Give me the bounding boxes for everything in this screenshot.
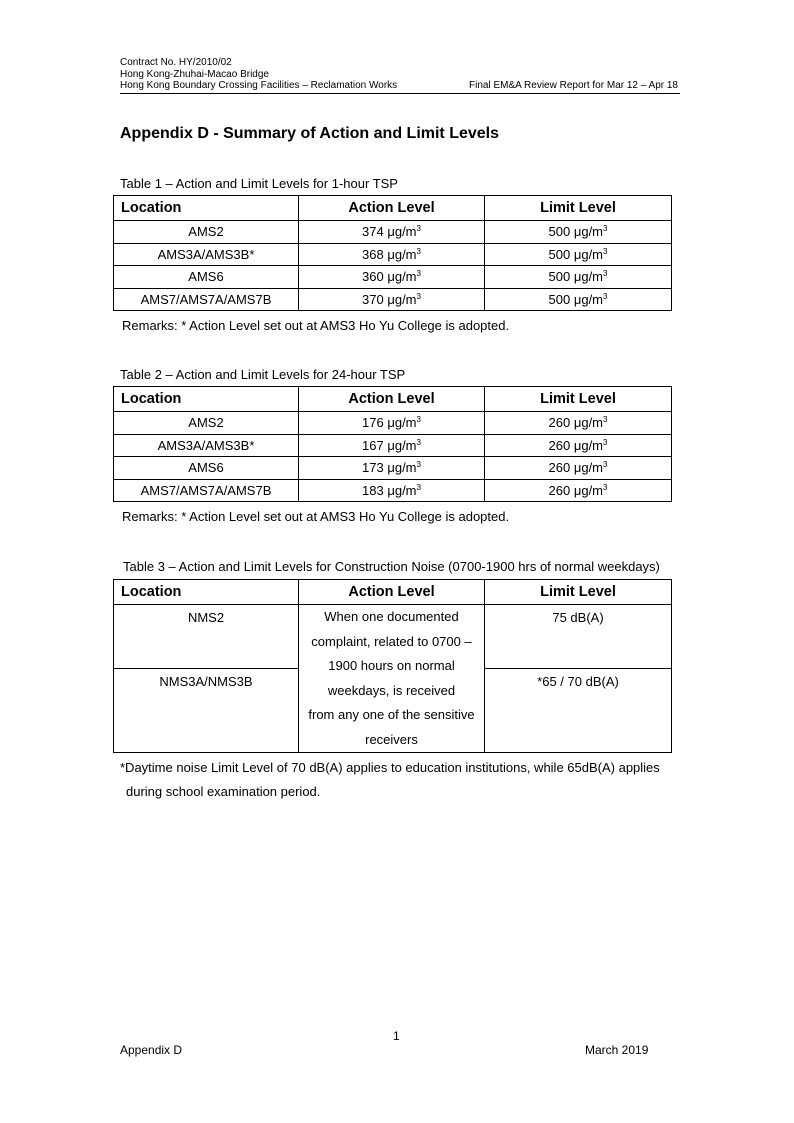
table-row (114, 288, 672, 311)
column-header-action: Action Level (299, 387, 485, 412)
cell-limit: 260 $\mu g/m^3$ (485, 457, 672, 480)
action-text-line: 1900 hours on normal (328, 658, 455, 673)
table-row (114, 243, 672, 266)
column-header-action: Action Level (299, 196, 485, 221)
cell-location: AMS3A/AMS3B* (114, 434, 299, 457)
cell-limit: 500 $\mu g/m^3$ (485, 288, 672, 311)
cell-action: 173 $\mu g/m^3$ (299, 457, 485, 480)
table-row (114, 266, 672, 289)
table-row (114, 605, 672, 669)
table-row (114, 457, 672, 480)
cell-limit: 260 $\mu g/m^3$ (485, 434, 672, 457)
column-header-limit: Limit Level (485, 580, 672, 605)
cell-location: AMS2 (114, 221, 299, 244)
column-header-action: Action Level (299, 580, 485, 605)
cell-limit: 500 $\mu g/m^3$ (485, 266, 672, 289)
footer-date: March 2019 (585, 1043, 649, 1057)
cell-location: AMS2 (114, 412, 299, 435)
cell-action: 374 $\mu g/m^3$ (299, 221, 485, 244)
table-row (114, 221, 672, 244)
cell-location: AMS3A/AMS3B* (114, 243, 299, 266)
table3-caption: Table 3 – Action and Limit Levels for Construction Noise (0700-1900 hrs of normal weekdays) (123, 559, 660, 574)
project-name: Hong Kong-Zhuhai-Macao Bridge (120, 68, 269, 80)
table-row (114, 434, 672, 457)
cell-location: NMS3A/NMS3B (114, 668, 299, 752)
column-header-location: Location (114, 387, 299, 412)
action-text-line: from any one of the sensitive (308, 707, 475, 722)
contract-number: Contract No. HY/2010/02 (120, 57, 232, 68)
cell-action-merged (299, 605, 485, 753)
table2-remark: Remarks: * Action Level set out at AMS3 Ho Yu College is adopted. (122, 509, 510, 524)
action-text-line: receivers (365, 731, 418, 747)
page-header (120, 57, 680, 94)
column-header-limit: Limit Level (485, 387, 672, 412)
cell-limit: 260 $\mu g/m^3$ (485, 412, 672, 435)
cell-limit: 500 $\mu g/m^3$ (485, 221, 672, 244)
page-title: Appendix D - Summary of Action and Limit Levels (120, 125, 500, 142)
report-name: Final EM&A Review Report for Mar 12 – Apr 18 (469, 80, 678, 91)
cell-action: 167 $\mu g/m^3$ (299, 434, 485, 457)
table1-tsp-1hour (113, 195, 672, 311)
table1-caption: Table 1 – Action and Limit Levels for 1-hour TSP (120, 176, 398, 191)
table-row (114, 479, 672, 502)
page-number: 1 (393, 1029, 400, 1043)
column-header-limit: Limit Level (485, 196, 672, 221)
cell-action: 368 $\mu g/m^3$ (299, 243, 485, 266)
table2-caption: Table 2 – Action and Limit Levels for 24-hour TSP (120, 367, 406, 382)
facility-name: Hong Kong Boundary Crossing Facilities – Reclamation Works (120, 80, 398, 91)
cell-limit: *65 / 70 dB(A) (485, 668, 672, 752)
table1-remark: Remarks: * Action Level set out at AMS3 Ho Yu College is adopted. (122, 318, 510, 333)
cell-action: 176 $\mu g/m^3$ (299, 412, 485, 435)
noise-footnote (120, 756, 680, 804)
cell-limit: 260 $\mu g/m^3$ (485, 479, 672, 502)
column-header-location: Location (114, 196, 299, 221)
header-rule-line (120, 80, 680, 94)
cell-action: 360 $\mu g/m^3$ (299, 266, 485, 289)
cell-action: 370 $\mu g/m^3$ (299, 288, 485, 311)
table-header-row (114, 196, 672, 221)
cell-location: AMS7/AMS7A/AMS7B (114, 288, 299, 311)
action-text-line: complaint, related to 0700 – (311, 633, 472, 649)
cell-limit: 75 dB(A) (485, 605, 672, 669)
action-text-line: weekdays, is received (327, 682, 456, 698)
footnote-line: *Daytime noise Limit Level of 70 dB(A) applies to education institutions, while 65dB(A) applies (120, 760, 660, 775)
cell-location: AMS6 (114, 457, 299, 480)
action-text-line: When one documented (324, 609, 459, 624)
cell-limit: 500 $\mu g/m^3$ (485, 243, 672, 266)
column-header-location: Location (114, 580, 299, 605)
table-header-row (114, 387, 672, 412)
cell-location: AMS7/AMS7A/AMS7B (114, 479, 299, 502)
cell-location: NMS2 (114, 605, 299, 669)
footnote-line: during school examination period. (126, 784, 321, 799)
cell-action: 183 $\mu g/m^3$ (299, 479, 485, 502)
table-header-row (114, 580, 672, 605)
footer-appendix: Appendix D (120, 1043, 183, 1057)
table3-construction-noise (113, 579, 672, 753)
table2-tsp-24hour (113, 386, 672, 502)
table-row (114, 412, 672, 435)
cell-location: AMS6 (114, 266, 299, 289)
